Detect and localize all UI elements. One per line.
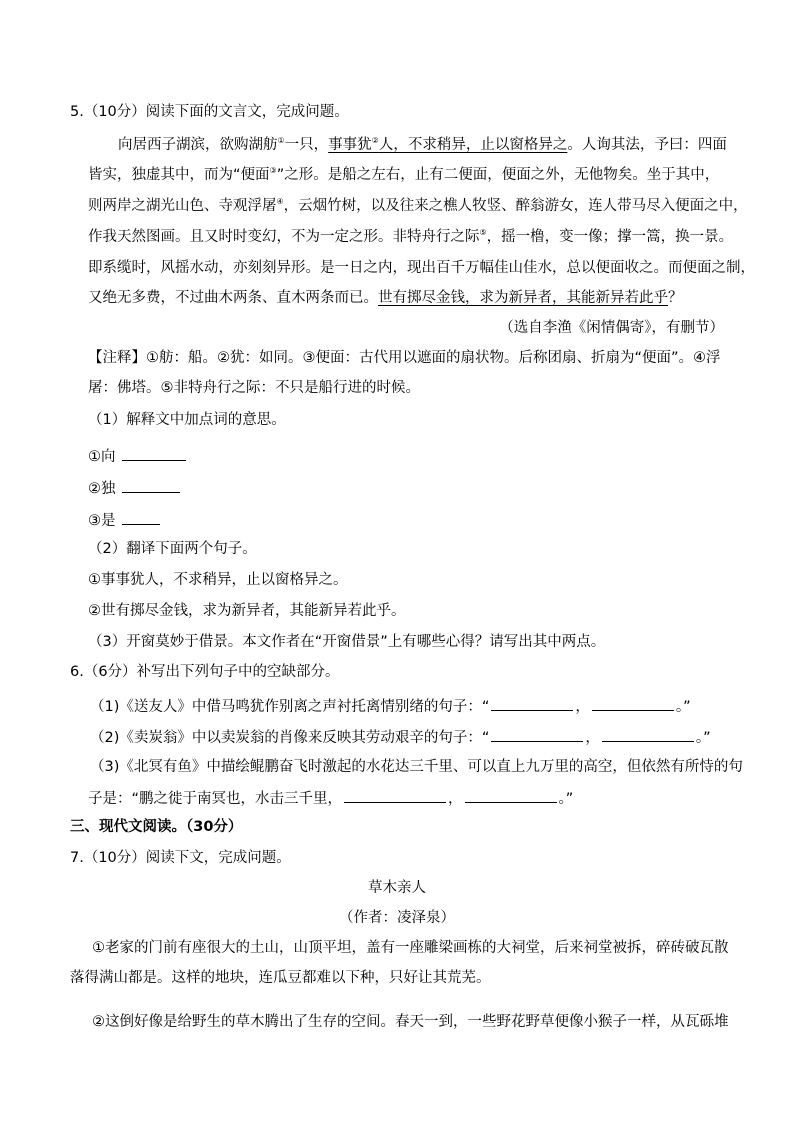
fill-item (88, 788, 573, 808)
answer-blank[interactable] (122, 478, 180, 493)
answer-blank[interactable] (122, 510, 160, 525)
passage-line (118, 136, 727, 154)
text: ，云烟竹树，以及往来之樵人牧竖、醉翁游女，连人带马尽入便面之中， (283, 198, 748, 214)
notes-line: 屠：佛塔。⑤非特舟行之际：不只是船行进的时候。 (88, 380, 420, 396)
text: 事事犹 (328, 137, 372, 153)
sub-question-1: （1）解释文中加点词的意思。 (88, 412, 286, 428)
text: ， (448, 791, 463, 807)
text: 。” (695, 730, 711, 746)
text: 。” (558, 791, 574, 807)
text: ③是 (88, 513, 116, 529)
fill-item: （3)《北冥有鱼》中描绘鲲鹏奋飞时激起的水花达三千里、可以直上九万里的高空，但依然有所恃的句 (90, 759, 743, 775)
word-item (88, 478, 182, 498)
text: 皆实，独虚其中，而为“便面 (88, 167, 270, 183)
sub-question-2: （2）翻译下面两个句子。 (88, 541, 257, 557)
word-item (88, 446, 188, 466)
passage-line (88, 289, 683, 307)
text: ？ (668, 290, 683, 306)
article-paragraph: ②这倒好像是给野生的草木腾出了生存的空间。春天一到，一些野花野草便像小猴子一样，从瓦砾堆 (92, 1014, 729, 1030)
q5-header: 5.（10分）阅读下面的文言文，完成问题。 (70, 104, 349, 120)
q6-header: 6.（6分）补写出下列句子中的空缺部分。 (70, 664, 340, 680)
passage-line (88, 166, 719, 184)
text: ”之形。是船之左右，止有二便面，便面之外，无他物矣。坐于其中， (276, 167, 720, 183)
article-paragraph: 落得满山都是。这样的地块，连瓜豆都难以下种，只好让其荒芜。 (70, 970, 491, 986)
text: ，摇一橹，变一像；撑一篙，换一景。 (486, 229, 734, 245)
source-citation: （选自李渔《闲情偶寄》，有删节） (499, 320, 724, 336)
underlined-sentence (328, 137, 567, 153)
answer-blank[interactable] (465, 788, 557, 803)
text: 又绝无多费，不过曲木两条、直木两条而已。 (88, 290, 378, 306)
word-item (88, 510, 162, 530)
translate-item: ②世有掷尽金钱，求为新异者，其能新异若此乎。 (88, 603, 406, 619)
sub-question-3: （3）开窗莫妙于借景。本文作者在“开窗借景”上有哪些心得？请写出其中两点。 (88, 634, 606, 650)
article-author: （作者：凌泽泉） (339, 910, 455, 926)
footnote-ref: ⑤ (479, 228, 487, 238)
text: 作我天然图画。且又时时变幻，不为一定之形。非特舟行之际 (88, 229, 480, 245)
text: ①向 (88, 449, 116, 465)
footnote-ref: ③ (269, 166, 277, 176)
passage-line (88, 228, 733, 246)
text: （1)《送友人》中借马鸣犹作别离之声衬托离情别绪的句子：“ (90, 699, 490, 715)
text: 子是：“鹏之徙于南冥也，水击三千里， (88, 791, 343, 807)
q7-header: 7.（10分）阅读下文，完成问题。 (70, 850, 291, 866)
article-paragraph: ①老家的门前有座很大的土山，山顶平坦，盖有一座雕梁画栋的大祠堂，后来祠堂被拆，碎砖破瓦散 (92, 940, 729, 956)
text: 向居西子湖滨，欲购湖舫 (118, 137, 278, 153)
answer-blank[interactable] (122, 446, 186, 461)
answer-blank[interactable] (592, 696, 674, 711)
article-title: 草木亲人 (368, 880, 426, 896)
notes-line: 【注释】①舫：船。②犹：如同。③便面：古代用以遮面的扇状物。后称团扇、折扇为“便面”。④浮 (88, 350, 721, 366)
text: 则两岸之湖光山色、寺观浮屠 (88, 198, 277, 214)
answer-blank[interactable] (491, 696, 573, 711)
text: 一只， (284, 137, 329, 153)
underlined-sentence: 世有掷尽金钱，求为新异者，其能新异若此乎 (378, 290, 668, 306)
answer-blank[interactable] (491, 727, 583, 742)
translate-item: ①事事犹人，不求稍异，止以窗格异之。 (88, 572, 348, 588)
passage-line: 即系缆时，风摇水动，亦刻刻异形。是一日之内，现出百千万幅佳山佳水，总以便面收之。而便面之制， (88, 260, 755, 276)
text: 。人询其法，予曰：四面 (567, 137, 727, 153)
text: ②独 (88, 481, 116, 497)
text: ， (585, 730, 600, 746)
text: 人，不求稍异，止以窗格异之 (378, 137, 568, 153)
footnote-ref: ① (277, 136, 285, 146)
text: ， (575, 699, 590, 715)
fill-item (90, 696, 691, 716)
fill-item (90, 727, 711, 747)
section-heading: 三、现代文阅读。（30分） (70, 819, 243, 835)
passage-line (88, 197, 748, 215)
answer-blank[interactable] (344, 788, 446, 803)
footnote-ref: ② (371, 136, 379, 146)
text: （2)《卖炭翁》中以卖炭翁的肖像来反映其劳动艰辛的句子：“ (90, 730, 490, 746)
footnote-ref: ④ (276, 197, 284, 207)
answer-blank[interactable] (602, 727, 694, 742)
text: 。” (675, 699, 691, 715)
